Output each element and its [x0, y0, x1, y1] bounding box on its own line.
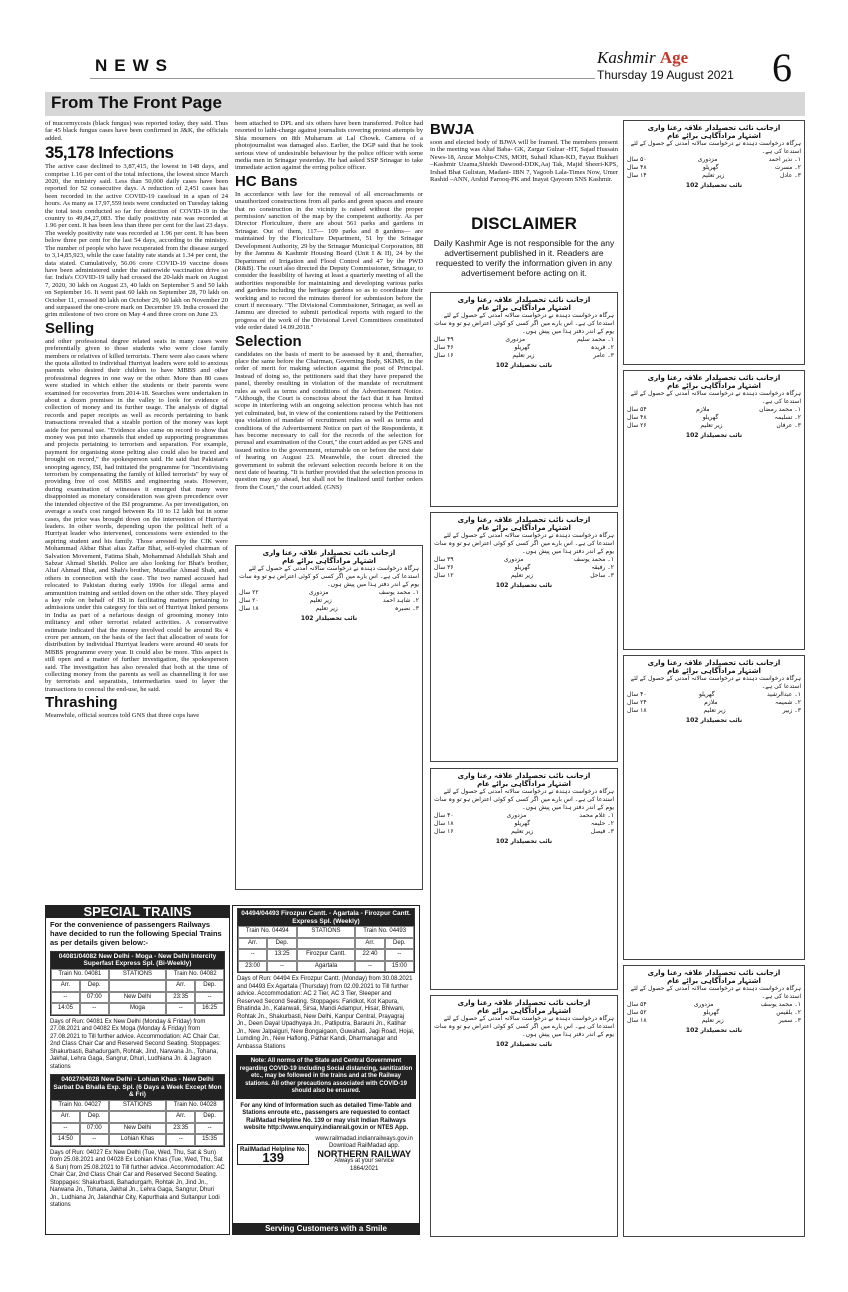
- urdu-notice: [430, 768, 618, 990]
- notice-body: ہرگاہ درخواست دہندہ نے درخواست سالانہ آمدنی کے حصول کے لئے استدعا کی ہے۔: [630, 390, 801, 405]
- notice-cell: ۳۔ نصیرہ: [394, 605, 419, 612]
- notice-cell: گھریلو: [514, 564, 531, 571]
- notice-subheading: اشتہار مرادآگاہی برائے عام: [282, 557, 376, 565]
- notice-cell: ۳۔ عادل: [779, 172, 801, 179]
- notice-cell: ۱۔ محمد رمضان: [759, 406, 801, 413]
- urdu-notice: [430, 292, 618, 507]
- notice-cell: ۱۶ سال: [434, 828, 454, 835]
- stations-header: STATIONS: [109, 1100, 167, 1112]
- urdu-notice: [430, 512, 618, 762]
- notice-cell: ۱۸ سال: [434, 820, 454, 827]
- tt-cell: 23:35: [166, 1123, 195, 1135]
- col1-lead: of mucormycosis (black fungus) was reported today, they said. Thus far 45 black fungus cases have been confirmed in J&K, the officials added.: [45, 120, 228, 142]
- notice-cell: ۴۰ سال: [434, 812, 454, 819]
- notice-heading: ازجانب نائب تحصیلدار علاقہ رعنا واری: [457, 999, 591, 1007]
- notice-cell: ۲۔ رفیقہ: [591, 564, 614, 571]
- notice-cell: ۵۲ سال: [627, 1009, 647, 1016]
- notice-cell: ۲۴ سال: [627, 699, 647, 706]
- notice-cell: زیر تعلیم: [511, 828, 534, 835]
- train-title: 04081/04082 New Delhi - Moga - New Delhi Intercity Superfast Express Spl. (Bi-Weekly): [51, 952, 224, 969]
- headline-thrashing: Thrashing: [45, 694, 118, 712]
- tt-cell: Dep.: [267, 938, 296, 950]
- notice-body: ہرگاہ درخواست دہندہ نے درخواست سالانہ آمدنی کے حصول کے لئے استدعا کی ہے۔ اس بارے میں اگر کسی کو کوئی اعتراض ہو تو وہ سات یوم کے اندر دفتر ہذا میں پیش ہوں۔: [434, 788, 614, 811]
- column-3: [430, 120, 618, 210]
- notice-cell: ۴۸ سال: [627, 164, 647, 171]
- train-box: [50, 951, 225, 1016]
- special-trains-ad-right: [232, 905, 420, 1235]
- notice-footer: نائب تحصیلدار 102: [685, 717, 743, 724]
- notice-cell: گھریلو: [698, 691, 715, 698]
- headline-hc-bans: HC Bans: [235, 172, 298, 190]
- notice-cell: ۱۔ محمد سلیم: [576, 336, 614, 343]
- notice-heading: ازجانب نائب تحصیلدار علاقہ رعنا واری: [457, 772, 591, 780]
- notice-cell: ۱۴ سال: [627, 172, 647, 179]
- notice-cell: مزدوری: [693, 1001, 714, 1008]
- tt-cell: Lohian Khas: [109, 1134, 167, 1146]
- notice-heading: ازجانب نائب تحصیلدار علاقہ رعنا واری: [457, 516, 591, 524]
- tt-cell: --: [385, 949, 414, 961]
- notice-cell: ۴۹ سال: [434, 336, 454, 343]
- notice-subheading: اشتہار مرادآگاہی برائے عام: [667, 382, 761, 390]
- notice-cell: ۱۸ سال: [239, 605, 259, 612]
- helpline-label: RailMadad Helpline No.: [240, 1146, 307, 1153]
- notice-cell: ۱۲ سال: [434, 572, 454, 579]
- train-no-header: Train No. 04081: [51, 969, 109, 981]
- notice-cell: ۳۔ زبیر: [782, 707, 801, 714]
- train-no-header: Train No. 04028: [166, 1100, 224, 1112]
- tt-cell: --: [238, 949, 267, 961]
- tt-cell: --: [195, 1123, 224, 1135]
- tt-cell: 14:05: [51, 1003, 80, 1015]
- notice-cell: ۴۶ سال: [434, 344, 454, 351]
- notice-cell: ۴۰ سال: [627, 691, 647, 698]
- col1-paragraph-2: and other professional degree related seats in many cases were preferentially given to those students who were close family members or relatives of killed terrorists. There were also cases where the quota allotted to individual Hurriyat leaders were sold to anxious parents who desired their children to have MBBS and other professional degrees in one way or the other. More than 80 cases were studied in which either the students or their parents were examined for recoveries from 2014-18. Searches were undertaken in about a dozen premises in the valley to look for evidence of collection of money and its further usage. The analysis of digital records and paper receipts as well as records pertaining to bank transactions revealed that a sizable portion of the money was kept aside for personal use. "Evidence also came on record to show that money was put into channels that ended up supporting programmes and projects pertaining to terrorism and separation. For example, payment for organising stone pelting also could also be traced and brought on record," the spokesperson said. He said that Pakistan's snooping agency, ISI, had initiated the programme for "incentivising terrorism by compensating the family of killed terrorists" by way of providing free of cost MBBS and engineering seats. However, during examination of witnesses it emerged that many were disappointed as monetary consideration was given precedence over the intended objective of the ISI programme. As per investigation, on average a seat's cost ranged between Rs 10 to 12 lakh but in some cases, the price was brought down on the intervention of Hurriyat leaders. In other words, depending upon the political heft of a Hurriyat leader who intervened, concessions were extended to the aspiring student and his family. Those arrested by the CIK were Mohammad Akbar Bhat alias Zaffar Bhat, self-styled chairman of Salvation Movement, Fatima Shah, Mohammad Abdullah Shah and Sabzar Ahmad Sheikh. Police are also looking for Bhat's brother, Altaf Ahmad Bhat, and Shah's brother, Muzaffar Ahmad Shah, and others in connection with the case. The two named accused had relocated to Pakistan during early 1990s for illegal arms and ammunition training and settled down on the other side. They played a key role on behalf of ISI in facilitating matters pertaining to admissions under this category for this set of Hurriyat linked persons in India as part of a nefarious design of grooming money into militancy and other terrorist related activities. A conservative estimate indicated that the money involved could be around Rs 4 crore per annum, on the basis of the fact that allocation of seats for distribution by individual Hurriyat leaders were around 40 seats for MBBS programme every year. It could also be more. This aspect is still open and a matter of further investigation, the spokesperson said. The investigation has also revealed that both at the time of collecting money from the parents as well as channelling it for use by terrorists and separatists, intermediaries used to layer the transactions to conceal the end-use, he said.: [45, 337, 228, 693]
- tt-cell: Dep.: [80, 1111, 109, 1123]
- notice-cell: ۲۔ شمیمہ: [775, 699, 801, 706]
- train-title: 04027/04028 New Delhi - Lohian Khas - New Delhi Sarbat Da Bhalla Exp. Spl. (6 Days a Week Except Mon & Fri): [51, 1075, 224, 1100]
- notice-cell: زیر تعلیم: [315, 605, 338, 612]
- headline-infections: 35,178 Infections: [45, 143, 174, 163]
- helpline-number: 139: [262, 1150, 285, 1166]
- notice-cell: ۱۶ سال: [434, 352, 454, 359]
- tt-cell: Arr.: [51, 980, 80, 992]
- notice-cell: ۲۔ فریدہ: [590, 344, 614, 351]
- notice-body: ہرگاہ درخواست دہندہ نے درخواست سالانہ آمدنی کے حصول کے لئے استدعا کی ہے۔ اس بارے میں اگر کسی کو کوئی اعتراض ہو تو وہ سات یوم کے اندر دفتر ہذا میں پیش ہوں۔: [434, 532, 614, 555]
- col3-paragraph-1: soon and elected body of BJWA will be framed. The members present in the meeting was Altaf Baba- GK, Zargar Gulzar -HT, Sajad Hussain News-18, Anzar Mohju-CNS, MOH, Suhail Khan-KD, Fayaz Bukhari –Kashmir Uzama,Shiekh Dawood-DDK,Aaj Tak, Majid Sheeri-KPS, Irshad Bhat Gulistan, Madani- IBN 7, Yagoob Lala-Times Now, Umer Rashid –ANN, Arshid Farooq-PK and Inayat Qayoom SNS Kashmir.: [430, 139, 618, 184]
- tt-cell: Moga: [109, 1003, 167, 1015]
- tt-cell: 13:25: [267, 949, 296, 961]
- notice-cell: ۳۔ عامر: [593, 352, 614, 359]
- tt-cell: Dep.: [195, 980, 224, 992]
- logo-text-a: Kashmir: [597, 48, 656, 67]
- tt-cell: 23:00: [238, 961, 267, 973]
- notice-cell: ۱۔ غلام محمد: [579, 812, 614, 819]
- col1-paragraph-3: Meanwhile, official sources told GNS that three cops have: [45, 712, 200, 720]
- notice-cell: ۲۶ سال: [627, 422, 647, 429]
- special-trains-ad: [45, 905, 230, 1235]
- notice-cell: مزدوری: [697, 156, 718, 163]
- notice-footer: نائب تحصیلدار 102: [685, 182, 743, 189]
- notice-cell: ملازم: [704, 699, 718, 706]
- notice-heading: ازجانب نائب تحصیلدار علاقہ رعنا واری: [647, 659, 781, 667]
- notice-subheading: اشتہار مرادآگاہی برائے عام: [477, 524, 571, 532]
- notice-cell: زیر تعلیم: [512, 352, 535, 359]
- railway-tagline: Always at your service: [334, 1158, 395, 1164]
- notice-subheading: اشتہار مرادآگاہی برائے عام: [667, 667, 761, 675]
- masthead-logo: [597, 48, 688, 68]
- tt-cell: 22:40: [355, 949, 384, 961]
- covid-note: Note: All norms of the State and Central Government regarding COVID-19 including Social distancing, sanitization etc., may be followed in the trains and at the Railway stations. All other precautions associated with COVID-19 should also be ensured.: [236, 1055, 416, 1099]
- train-details: Days of Run: 04494 Ex Firozpur Cantt. (Monday) from 30.08.2021 and 04493 Ex Agartala (Thursday) from 02.09.2021 to Till further advice. Accommodation: AC 2 Tier, AC 3 Tier, Sleeper and Reserved Second Seating. Stoppages: Faridkot, Kot Kapura, Bhatinda Jn., Kalanwali, Sirsa, Mandi Adampur, Hisar, Bhiwani, Rohtak Jn., Shakurbasti, New Delhi, Kanpur Central, Prayagraj Jn., Deen Dayal Upadhyaya Jn., Patliputra, Barauni Jn., Katihar Jn., New Jalpaiguri, New Bongaigaon, Guwahati, Jagi Road, Hojai, Lumding Jn., New Haflong, Pathar Kandi, Dharmanagar and Ambassa Stations: [237, 976, 415, 1050]
- helpline-info: [313, 1136, 415, 1174]
- notice-footer: نائب تحصیلدار 102: [300, 615, 358, 622]
- railway-name: NORTHERN RAILWAY: [317, 1148, 412, 1159]
- notice-cell: مزدوری: [503, 556, 524, 563]
- app-download: Download RailMadad app.: [328, 1143, 400, 1149]
- notice-cell: ۱۸ سال: [627, 1017, 647, 1024]
- notice-cell: ۳۹ سال: [434, 556, 454, 563]
- notice-cell: ۵۰ سال: [627, 156, 647, 163]
- urdu-notice: [623, 120, 805, 365]
- helpline-row: [233, 1134, 419, 1176]
- notice-subheading: اشتہار مرادآگاہی برائے عام: [477, 304, 571, 312]
- notice-body: ہرگاہ درخواست دہندہ نے درخواست سالانہ آمدنی کے حصول کے لئے استدعا کی ہے۔ اس بارے میں اگر کسی کو کوئی اعتراض ہو تو وہ سات یوم کے اندر دفتر ہذا میں پیش ہوں۔: [434, 312, 614, 335]
- tt-cell: --: [166, 1003, 195, 1015]
- tt-cell: --: [195, 992, 224, 1004]
- col1-paragraph-1: The active case declined to 3,87,415, the lowest in 148 days, and comprise 1.16 per cent of the total infections, the lowest since March 2020, the ministry said. Less than 50,000 daily cases have been reported for 52 consecutive days. A reduction of 2,451 cases has been recorded in the active COVID-19 caseload in a span of 24 hours. As many as 17,97,559 tests were conducted on Tuesday taking the total tests conducted so far for detection of COVID-19 in the country to 49,84,27,083. The daily positivity rate was recorded at 1.96 per cent. It has been less than three per cent for the last 23 days. The weekly positivity rate was recorded at 1.96 per cent. It has been below three per cent for the last 54 days, according to the ministry. The number of people who have recuperated from the disease surged to 3,14,85,923, while the case fatality rate stands at 1.34 per cent, the data stated. Cumulatively, 56.06 crore COVID-19 vaccine doses have been administered under the nationwide vaccination drive so far. India's COVID-19 tally had crossed the 20-lakh mark on August 7, 2020, 30 lakh on August 23, 40 lakh on September 5 and 50 lakh on September 16. It went past 60 lakh on September 28, 70 lakh on October 11, crossed 80 lakh on October 29, 90 lakh on November 20 and surpassed the one-crore mark on December 19. India crossed the grim milestone of two crore on May 4 and three crore on June 23.: [45, 163, 228, 319]
- notice-cell: ۴۸ سال: [627, 414, 647, 421]
- notice-subheading: اشتہار مرادآگاہی برائے عام: [477, 1007, 571, 1015]
- tt-cell: Firozpur Cantt.: [297, 949, 356, 961]
- helpline-box: [237, 1144, 309, 1165]
- train-no-header: Train No. 04082: [166, 969, 224, 981]
- notice-cell: زیر تعلیم: [703, 707, 726, 714]
- col2-paragraph-3: candidates on the basis of merit to be assessed by it and, thereafter, place the same before the Chairman, Governing Body, SKIMS, in the order of merit for making selection against the post of Principal. Instead of doing so, the petitioners said that they have prepared the panel, thereby resulting in violation of the mandate of recruitment rules as well as terms and conditions of the Advertisement Notice. "Although, the Court is conscious about the fact that it has limited scope in interfering with an ongoing selection process which has not yet culminated, but, in view of the contentions raised by the Petitioners qua violation of mandate of recruitment rules as well as terms and conditions of the Advertisement Notice on part of the Respondents, it has become necessary to call for the records of the selection for perusal and examination of the Court," the court added as per GNS and issued notice to the government, returnable on or before the next date of hearing on August 23. Meanwhile, the court directed the government to submit the relevant selection records before it on the next date of hearing. "It is further provided that the selection process in question may go ahead, but shall not be finalized until further orders from the Court," the court added. (GNS): [235, 350, 423, 491]
- notice-body: ہرگاہ درخواست دہندہ نے درخواست سالانہ آمدنی کے حصول کے لئے استدعا کی ہے۔: [630, 985, 801, 1000]
- urdu-notice: [623, 370, 805, 650]
- logo-text-b: Age: [659, 48, 689, 67]
- col2-paragraph-1: been attached to DPL and six others have been transferred. Police had resorted to lathi-charge against journalists covering protest attempts by Shia mourners on 8th Muharram at Lal Chowk. Camera of a photojournalist was damaged also. Earlier, the DGP said that he took serious view of undesirable behaviour by the police officer with some media men in Srinagar yesterday. He had asked SSP Srinagar to take immediate action against the erring police officer.: [235, 120, 423, 172]
- notice-cell: ۲۲ سال: [239, 589, 259, 596]
- tt-cell: New Delhi: [109, 992, 167, 1004]
- notice-footer: نائب تحصیلدار 102: [495, 1041, 553, 1048]
- notice-footer: نائب تحصیلدار 102: [685, 432, 743, 439]
- tt-cell: Dep.: [195, 1111, 224, 1123]
- footer-strip: Serving Customers with a Smile: [233, 1223, 419, 1235]
- urdu-notice: [623, 655, 805, 960]
- tt-cell: [109, 1111, 167, 1123]
- notice-cell: ۱۔ نذیر احمد: [768, 156, 801, 163]
- tt-cell: [297, 938, 356, 950]
- trains-intro: For the convenience of passengers Railways have decided to run the following Special Trains as per details given below:-: [50, 919, 222, 947]
- train-no-header: Train No. 04494: [238, 926, 297, 938]
- notice-body: ہرگاہ درخواست دہندہ نے درخواست سالانہ آمدنی کے حصول کے لئے استدعا کی ہے۔ اس بارے میں اگر کسی کو کوئی اعتراض ہو تو وہ سات یوم کے اندر دفتر ہذا میں پیش ہوں۔: [239, 565, 419, 588]
- ad-code: 1864/2021: [349, 1165, 379, 1172]
- train-timetable: [51, 969, 224, 1015]
- notice-heading: ازجانب نائب تحصیلدار علاقہ رعنا واری: [647, 124, 781, 132]
- tt-cell: Dep.: [80, 980, 109, 992]
- notice-cell: ۲۔ مسرت: [774, 164, 801, 171]
- tt-cell: 15:35: [195, 1134, 224, 1146]
- section-label: NEWS: [95, 56, 174, 75]
- notice-cell: ۳۶ سال: [434, 564, 454, 571]
- train-timetable: [51, 1100, 224, 1146]
- tt-cell: [109, 980, 167, 992]
- banner-title: From The Front Page: [51, 93, 222, 112]
- notice-body: ہرگاہ درخواست دہندہ نے درخواست سالانہ آمدنی کے حصول کے لئے استدعا کی ہے۔ اس بارے میں اگر کسی کو کوئی اعتراض ہو تو وہ سات یوم کے اندر دفتر ہذا میں پیش ہوں۔: [434, 1015, 614, 1038]
- col2-paragraph-2: In accordance with law for the removal of all encroachments or unauthorized constructions from all parks and green spaces and ensure that no construction in the vicinity is raised without the proper permission/ sanction of the map by the competent authority. As per Director Floriculture, there are about 561 parks and gardens in Srinagar. Out of them, 117— 109 parks and 8 gardens— are maintained by the Floriculture Department, 51 by the Srinagar Development Authority, 29 by the Srinagar Municipal Corporation, 88 by the Jammu & Kashmir Housing Board (Unit I & II), 24 by the Department of Irrigation and Flood Control and 47 by the PWD (R&B). The court also directed the Deputy Commissioner, Srinagar, to consider the feasibility of having at least a quarterly meeting of all the authorities responsible for maintaining and developing various parks and gardens including the heritage gardens so as to coordinate their working and to record the minutes thereof for submission before the court if necessary. "The Divisional Commissioner, Srinagar, as well as Jammu are directed to submit periodical reports with regard to the progress of the work of the Divisional Level Committees constituted vide order dated 14.09.2018.": [235, 190, 423, 332]
- train-details: Days of Run: 04081 Ex New Delhi (Monday & Friday) from 27.08.2021 and 04082 Ex Moga (Monday & Friday) from 27.08.2021 to Till further advice. Accommodation: AC Chair Car, 2nd Class Chair Car and Reserved Second Seating. Stoppages: Shakurbasti, Bahadurgarh, Rohtak, Jind, Narwana Jn., Tohana, Jakhal, Lehra Gaga, Sangrur, Dhuri, Ludhiana Jn. & Jagraon stations: [50, 1018, 221, 1070]
- tt-cell: 14:50: [51, 1134, 80, 1146]
- notice-heading: ازجانب نائب تحصیلدار علاقہ رعنا واری: [647, 374, 781, 382]
- train-no-header: Train No. 04493: [355, 926, 414, 938]
- tt-cell: --: [80, 1134, 109, 1146]
- notice-cell: ملازم: [696, 406, 710, 413]
- notice-cell: ۲۔ تسلیمہ: [774, 414, 801, 421]
- train-box: [237, 908, 415, 973]
- notice-cell: گھریلو: [702, 414, 719, 421]
- notice-cell: مزدوری: [308, 589, 329, 596]
- website-link[interactable]: www.railmadad.indianrailways.gov.in: [315, 1135, 413, 1142]
- notice-body: ہرگاہ درخواست دہندہ نے درخواست سالانہ آمدنی کے حصول کے لئے استدعا کی ہے۔: [630, 140, 801, 155]
- info-note: For any kind of Information such as detailed Time-Table and Stations enroute etc., passengers are requested to contact RailMadad Helpline No. 139 or may visit Indian Railways website http://www.enquiry.indianrail.gov.in or NTES App.: [240, 1102, 412, 1131]
- notice-cell: ۱۔ عبدالرشید: [767, 691, 801, 698]
- notice-cell: ۱۔ محمد یوسف: [760, 1001, 801, 1008]
- stations-header: STATIONS: [109, 969, 167, 981]
- tt-cell: 15:00: [385, 961, 414, 973]
- notice-cell: زیر تعلیم: [510, 572, 533, 579]
- tt-cell: --: [166, 1134, 195, 1146]
- tt-cell: New Delhi: [109, 1123, 167, 1135]
- column-2: [235, 120, 423, 540]
- tt-cell: --: [80, 1003, 109, 1015]
- disclaimer-title: DISCLAIMER: [471, 214, 577, 233]
- tt-cell: Arr.: [238, 938, 267, 950]
- notice-cell: ۳۔ عرفان: [776, 422, 801, 429]
- notice-cell: ۵۴ سال: [627, 1001, 647, 1008]
- notice-cell: زیر تعلیم: [702, 172, 725, 179]
- headline-selection: Selection: [235, 332, 302, 350]
- issue-date: Thursday 19 August 2021: [597, 68, 734, 82]
- notice-cell: ۲۔ حلیمہ: [590, 820, 614, 827]
- disclaimer-box: [430, 214, 618, 284]
- urdu-notice: [235, 545, 423, 890]
- stations-header: STATIONS: [297, 926, 356, 938]
- column-1: [45, 120, 228, 895]
- notice-cell: گھریلو: [703, 1009, 720, 1016]
- urdu-notice: [430, 995, 618, 1237]
- notice-cell: زیر تعلیم: [701, 1017, 724, 1024]
- notice-cell: ۲۔ شاہد احمد: [382, 597, 419, 604]
- train-box: [50, 1074, 225, 1147]
- notice-body: ہرگاہ درخواست دہندہ نے درخواست سالانہ آمدنی کے حصول کے لئے استدعا کی ہے۔: [630, 675, 801, 690]
- notice-heading: ازجانب نائب تحصیلدار علاقہ رعنا واری: [262, 549, 396, 557]
- notice-subheading: اشتہار مرادآگاہی برائے عام: [667, 977, 761, 985]
- train-no-header: Train No. 04027: [51, 1100, 109, 1112]
- notice-cell: ۳۔ فیصل: [590, 828, 614, 835]
- tt-cell: 16:25: [195, 1003, 224, 1015]
- notice-subheading: اشتہار مرادآگاہی برائے عام: [667, 132, 761, 140]
- train-title: 04494/04493 Firozpur Cantt. - Agartala - Firozpur Cantt. Express Spl. (Weekly): [238, 909, 414, 926]
- trains-title: SPECIAL TRAINS: [46, 906, 229, 918]
- tt-cell: Dep.: [385, 938, 414, 950]
- tt-cell: Arr.: [166, 980, 195, 992]
- notice-cell: ۳۔ ساحل: [590, 572, 614, 579]
- tt-cell: --: [51, 992, 80, 1004]
- notice-cell: مزدوری: [505, 336, 526, 343]
- tt-cell: 07:00: [80, 992, 109, 1004]
- notice-cell: ۳۔ سمیر: [778, 1017, 801, 1024]
- tt-cell: Arr.: [166, 1111, 195, 1123]
- headline-selling: Selling: [45, 319, 95, 337]
- notice-cell: گھریلو: [514, 344, 531, 351]
- section-banner: [45, 92, 805, 116]
- notice-cell: زیر تعلیم: [700, 422, 723, 429]
- notice-cell: زیر تعلیم: [309, 597, 332, 604]
- urdu-notice: [623, 965, 805, 1237]
- tt-cell: Arr.: [51, 1111, 80, 1123]
- tt-cell: Arr.: [355, 938, 384, 950]
- notice-cell: ۱۔ محمد یوسف: [573, 556, 614, 563]
- notice-footer: نائب تحصیلدار 102: [495, 582, 553, 589]
- notice-footer: نائب تحصیلدار 102: [495, 838, 553, 845]
- notice-footer: نائب تحصیلدار 102: [685, 1027, 743, 1034]
- notice-cell: ۲۔ بلقیس: [776, 1009, 801, 1016]
- train-timetable: [238, 926, 414, 972]
- tt-cell: --: [355, 961, 384, 973]
- tt-cell: --: [51, 1123, 80, 1135]
- notice-heading: ازجانب نائب تحصیلدار علاقہ رعنا واری: [647, 969, 781, 977]
- tt-cell: 07:00: [80, 1123, 109, 1135]
- notice-subheading: اشتہار مرادآگاہی برائے عام: [477, 780, 571, 788]
- tt-cell: 23:35: [166, 992, 195, 1004]
- notice-cell: گھریلو: [702, 164, 719, 171]
- notice-cell: ۱۸ سال: [627, 707, 647, 714]
- tt-cell: Agartala: [297, 961, 356, 973]
- notice-heading: ازجانب نائب تحصیلدار علاقہ رعنا واری: [457, 296, 591, 304]
- notice-cell: گھریلو: [514, 820, 531, 827]
- notice-cell: ۱۔ محمد یوسف: [378, 589, 419, 596]
- tt-cell: --: [267, 961, 296, 973]
- train-details: Days of Run: 04027 Ex New Delhi (Tue, Wed, Thu, Sat & Sun) from 25.08.2021 and 04028 Ex Lohian Khas (Tue, Wed, Thu, Sat & Sun) from 25.08.2021 to Till further advice. Accommodation: AC Chair Car, 2nd Class Chair Car and Reserved Second Seating. Stoppages: Shakurbasti, Bahadurgarh, Rohtak Jn, Jind Jn., Narwana Jn., Tohana, Jakhal Jn., Lehra Gaga, Sangrur, Dhuri Jn., Ludhiana Jn, Jalandhar City, Kapurthala and Sultanpur Lodi stations: [50, 1149, 225, 1208]
- notice-cell: ۵۴ سال: [627, 406, 647, 413]
- headline-bwja: BWJA: [430, 121, 475, 138]
- page-number: 6: [772, 45, 792, 90]
- disclaimer-text: Daily Kashmir Age is not responsible for the any advertisement published in it. Readers are requested to verify the information given in any advertisement before acting on it.: [433, 238, 615, 278]
- notice-cell: ۲۰ سال: [239, 597, 259, 604]
- notice-footer: نائب تحصیلدار 102: [495, 362, 553, 369]
- header-rule: [90, 78, 595, 79]
- notice-cell: مزدوری: [506, 812, 527, 819]
